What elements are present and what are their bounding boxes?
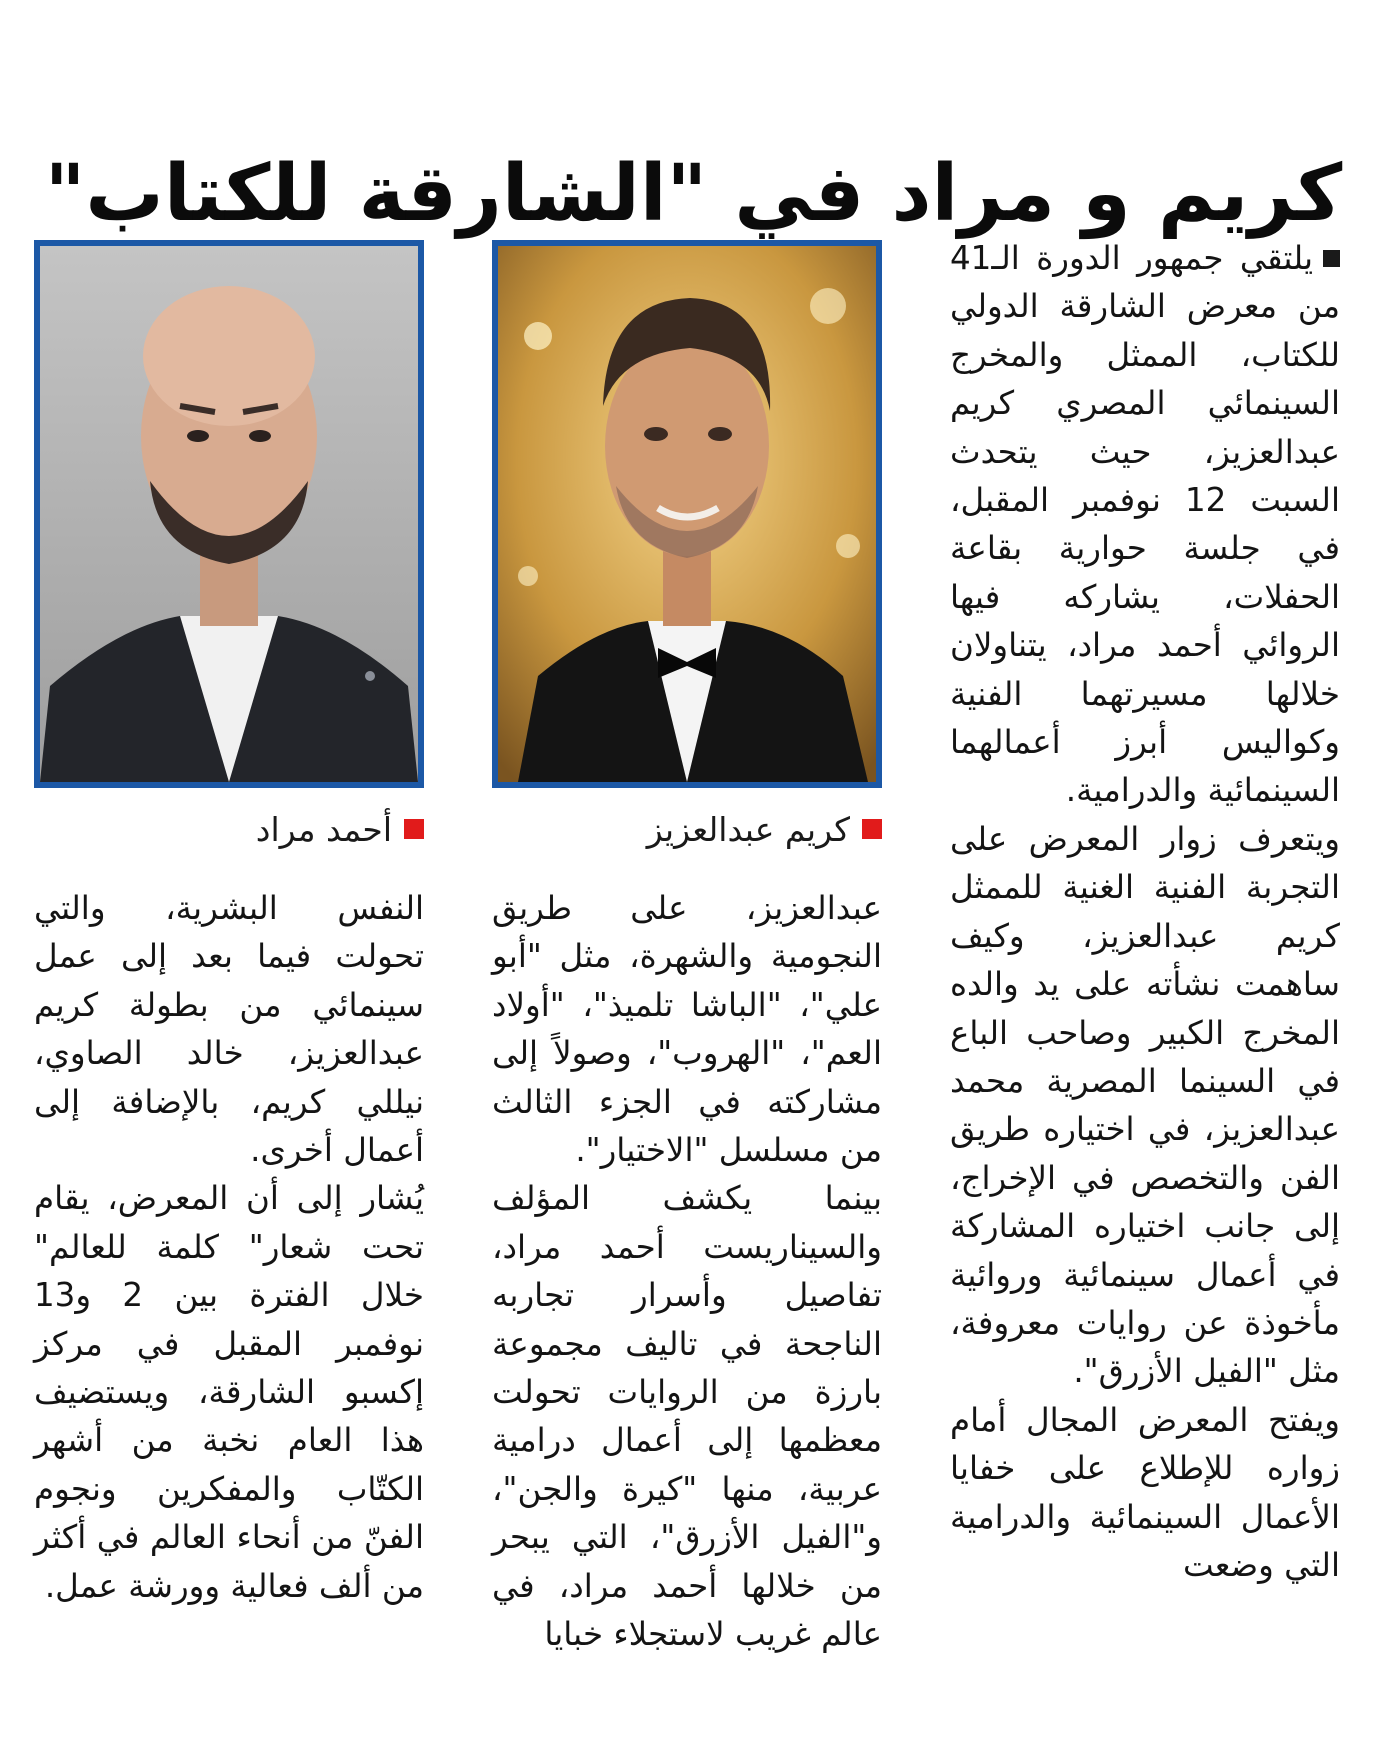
portrait-man-tuxedo-icon bbox=[498, 246, 876, 782]
paragraph: ويتعرف زوار المعرض على التجربة الفنية الغنية للممثل كريم عبدالعزيز، وكيف ساهمت نشأته على يد والده المخرج الكبير وصاحب الباع في السينما المصرية محمد عبدالعزيز، في اختياره طريق الفن والتخصص في الإخراج، إلى جانب اختياره المشاركة في أعمال سينمائية وروائية مأخوذة عن روايات معروفة، مثل "الفيل الأزرق". bbox=[950, 819, 1340, 1391]
paragraph: النفس البشرية، والتي تحولت فيما بعد إلى عمل سينمائي من بطولة كريم عبدالعزيز، خالد الصاوي، نيللي كريم، بالإضافة إلى أعمال أخرى. bbox=[34, 889, 424, 1170]
photo-ahmed-mourad bbox=[34, 240, 424, 788]
square-bullet-icon bbox=[1323, 250, 1340, 267]
red-square-marker-icon bbox=[862, 819, 882, 839]
paragraph: ويفتح المعرض المجال أمام زواره للإطلاع على خفايا الأعمال السينمائية والدرامية التي وضعت bbox=[950, 1400, 1340, 1584]
red-square-marker-icon bbox=[404, 819, 424, 839]
paragraph-text: يلتقي جمهور الدورة الـ41 من معرض الشارقة الدولي للكتاب، الممثل والمخرج السينمائي المصري كريم عبدالعزيز، حيث يتحدث السبت 12 نوفمبر المقبل، في جلسة حوارية بقاعة الحفلات، يشاركه فيها الروائي أحمد مراد، يتناولان خلالها مسيرتهما الفنية وكواليس أبرز أعمالهما السينمائية والدرامية. bbox=[950, 239, 1340, 810]
caption-karim bbox=[647, 804, 882, 854]
paragraph: بينما يكشف المؤلف والسيناريست أحمد مراد، تفاصيل وأسرار تجاربه الناجحة في تاليف مجموعة بارزة من الروايات تحولت معظمها إلى أعمال درامية عربية، منها "كيرة والجن"، و"الفيل الأزرق"، التي يبحر من خلالها أحمد مراد، في عالم غريب لاستجلاء خبايا bbox=[492, 1179, 882, 1654]
caption-text: أحمد مراد bbox=[255, 809, 392, 849]
portrait-bald-man-icon bbox=[40, 246, 418, 782]
photo-karim-abdelaziz bbox=[492, 240, 882, 788]
article-column-left bbox=[34, 884, 424, 1610]
article-headline: كريم و مراد في "الشارقة للكتاب" bbox=[44, 149, 1343, 240]
article-column-middle bbox=[492, 884, 882, 1659]
caption-text: كريم عبدالعزيز bbox=[646, 809, 850, 849]
paragraph: عبدالعزيز، على طريق النجومية والشهرة، مثل "أبو علي"، "الباشا تلميذ"، "أولاد العم"، "الهروب"، وصولاً إلى مشاركته في الجزء الثالث من مسلسل "الاختيار". bbox=[492, 889, 882, 1170]
caption-ahmed bbox=[256, 804, 424, 854]
paragraph: يُشار إلى أن المعرض، يقام تحت شعار" كلمة للعالم" خلال الفترة بين 2 و13 نوفمبر المقبل في مركز إكسبو الشارقة، ويستضيف هذا العام نخبة من أشهر الكتّاب والمفكرين ونجوم الفنّ من أنحاء العالم في أكثر من ألف فعالية وورشة عمل. bbox=[34, 1179, 424, 1605]
paragraph bbox=[950, 234, 1340, 815]
article-column-right bbox=[950, 234, 1340, 1589]
